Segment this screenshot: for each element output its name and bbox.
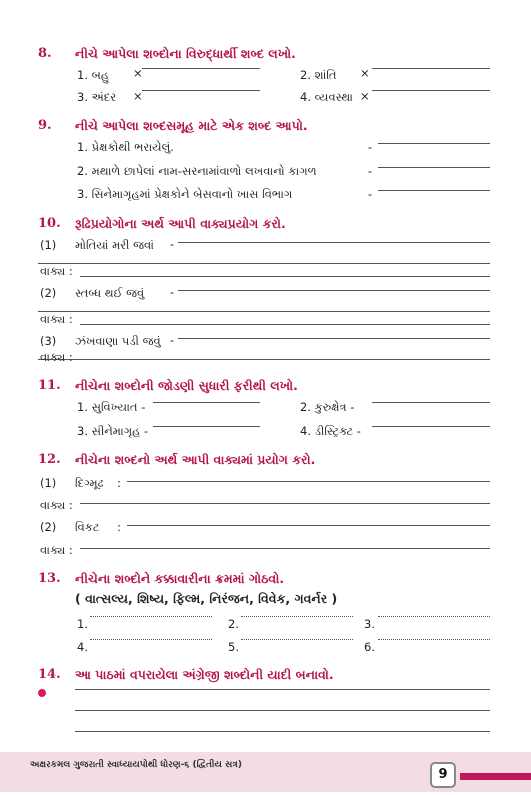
- q12-meaning-line-1[interactable]: [127, 481, 490, 482]
- q11-answer-line-1[interactable]: [153, 402, 260, 403]
- page-number: 9: [430, 762, 456, 788]
- q8-answer-line-3[interactable]: [142, 90, 260, 91]
- q9-dash-1: -: [368, 140, 373, 154]
- q10-sentence-label-1: વાક્ય :: [40, 264, 73, 278]
- q9-item-3: 3. સિનેમાગૃહમાં પ્રેક્ષકોને બેસવાનો ખાસ વિભાગ: [77, 187, 293, 201]
- q13-slot-1-label: 1.: [77, 617, 88, 631]
- footer-book-title: અક્ષરકમલ ગુજરાતી સ્વાધ્યાયપોથી ધોરણ-૬ (દ્વિતીય સત્ર): [30, 760, 242, 770]
- q10-extra-line-3[interactable]: [38, 359, 490, 360]
- q12-meaning-line-2[interactable]: [127, 525, 490, 526]
- q11-title: નીચેના શબ્દોની જોડણી સુધારી ફરીથી લખો.: [75, 378, 298, 393]
- q14-title: આ પાઠમાં વપરાયેલા અંગ્રેજી શબ્દોની યાદી બનાવો.: [75, 667, 334, 682]
- q13-slot-6-line[interactable]: [378, 639, 490, 640]
- q13-title: નીચેના શબ્દોને કક્કાવારીના ક્રમમાં ગોઠવો.: [75, 571, 285, 586]
- q10-meaning-line-3[interactable]: [178, 338, 490, 339]
- q10-dash-1: -: [170, 237, 175, 251]
- q10-title: રૂઢિપ્રયોગોના અર્થ આપી વાક્યપ્રયોગ કરો.: [75, 216, 286, 231]
- q11-number: 11.: [38, 378, 61, 393]
- q13-slot-5-line[interactable]: [241, 639, 353, 640]
- q13-slot-5-label: 5.: [228, 640, 239, 654]
- q9-item-2: 2. મથાળે છાપેલાં નામ-સરનામાંવાળો લખવાનો કાગળ: [77, 164, 317, 178]
- q10-item-1-number: (1): [40, 238, 57, 252]
- q10-number: 10.: [38, 216, 61, 231]
- q13-slot-4-line[interactable]: [90, 639, 212, 640]
- q13-slot-3-line[interactable]: [378, 616, 490, 617]
- q13-word-list: ( વાત્સલ્ય, શિષ્ય, ફિલ્મ, નિરંજન, વિવેક, ગવર્નર ): [75, 591, 338, 606]
- q10-dash-3: -: [170, 333, 175, 347]
- q11-answer-line-4[interactable]: [372, 426, 490, 427]
- q12-item-1-number: (1): [40, 476, 57, 490]
- q10-sentence-line-2[interactable]: [80, 324, 490, 325]
- bullet-icon: [38, 689, 46, 697]
- q8-answer-line-1[interactable]: [142, 68, 260, 69]
- q13-number: 13.: [38, 571, 61, 586]
- q10-extra-line-2[interactable]: [38, 311, 490, 312]
- q9-answer-line-1[interactable]: [378, 143, 490, 144]
- q10-item-2-text: સ્તબ્ધ થઈ જવું: [75, 286, 145, 300]
- q8-cross-3: ×: [133, 89, 143, 103]
- q11-item-2: 2. કુરુક્ષેત્ર -: [300, 400, 355, 414]
- q10-meaning-line-1[interactable]: [178, 242, 490, 243]
- q9-dash-2: -: [368, 164, 373, 178]
- q14-answer-line-1[interactable]: [75, 689, 490, 690]
- q13-slot-6-label: 6.: [364, 640, 375, 654]
- q10-sentence-label-2: વાક્ય :: [40, 312, 73, 326]
- q8-answer-line-4[interactable]: [372, 90, 490, 91]
- q8-cross-2: ×: [360, 66, 370, 80]
- q13-slot-1-line[interactable]: [90, 616, 212, 617]
- q8-number: 8.: [38, 46, 52, 61]
- q10-meaning-line-2[interactable]: [178, 290, 490, 291]
- q9-number: 9.: [38, 118, 52, 133]
- q12-sentence-line-2[interactable]: [80, 548, 490, 549]
- q13-slot-4-label: 4.: [77, 640, 88, 654]
- q8-item-2: 2. શાંતિ: [300, 68, 337, 82]
- q12-colon-1: :: [117, 476, 121, 490]
- q8-item-3: 3. અંદર: [77, 90, 117, 104]
- q14-answer-line-2[interactable]: [75, 710, 490, 711]
- footer-stripe: [460, 773, 531, 780]
- q12-colon-2: :: [117, 520, 121, 534]
- q10-item-2-number: (2): [40, 286, 57, 300]
- q10-item-1-text: મોતિયાં મરી જવાં: [75, 238, 154, 252]
- q11-item-3: 3. સીનેમાગૃહ -: [77, 424, 149, 438]
- q14-number: 14.: [38, 667, 61, 682]
- q12-sentence-label-1: વાક્ય :: [40, 498, 73, 512]
- q9-answer-line-3[interactable]: [378, 190, 490, 191]
- q8-item-4: 4. વ્યવસ્થા: [300, 90, 353, 104]
- q8-cross-1: ×: [133, 66, 143, 80]
- q12-sentence-line-1[interactable]: [80, 503, 490, 504]
- q10-dash-2: -: [170, 285, 175, 299]
- q10-sentence-label-3: વાક્ય :: [40, 350, 73, 364]
- q10-item-3-number: (3): [40, 334, 57, 348]
- q8-item-1: 1. બહુ: [77, 68, 110, 82]
- q9-answer-line-2[interactable]: [378, 167, 490, 168]
- q10-sentence-line-1[interactable]: [80, 276, 490, 277]
- q13-slot-3-label: 3.: [364, 617, 375, 631]
- q9-item-1: 1. પ્રેક્ષકોથી ભરાયેલું.: [77, 140, 174, 154]
- q8-cross-4: ×: [360, 89, 370, 103]
- q12-number: 12.: [38, 452, 61, 467]
- q12-item-2-text: વિકટ: [75, 520, 100, 534]
- q11-answer-line-2[interactable]: [372, 402, 490, 403]
- q12-item-1-text: દિગ્મૂઢ: [75, 476, 104, 490]
- q10-item-3-text: ઝંખવાણા પડી જવું: [75, 334, 161, 348]
- q13-slot-2-label: 2.: [228, 617, 239, 631]
- q8-answer-line-2[interactable]: [372, 68, 490, 69]
- q8-title: નીચે આપેલા શબ્દોના વિરુદ્ધાર્થી શબ્દ લખો.: [75, 46, 296, 61]
- q11-answer-line-3[interactable]: [153, 426, 260, 427]
- q11-item-1: 1. સુવિખ્યાત -: [77, 400, 146, 414]
- q14-answer-line-3[interactable]: [75, 731, 490, 732]
- q9-dash-3: -: [368, 187, 373, 201]
- q10-extra-line-1[interactable]: [38, 263, 490, 264]
- q12-title: નીચેના શબ્દનો અર્થ આપી વાક્યમાં પ્રયોગ કરો.: [75, 452, 316, 467]
- q12-sentence-label-2: વાક્ય :: [40, 543, 73, 557]
- q11-item-4: 4. ડીસ્ટ્રિક્ટ -: [300, 424, 361, 438]
- q13-slot-2-line[interactable]: [241, 616, 353, 617]
- q9-title: નીચે આપેલા શબ્દસમૂહ માટે એક શબ્દ આપો.: [75, 118, 308, 133]
- q12-item-2-number: (2): [40, 520, 57, 534]
